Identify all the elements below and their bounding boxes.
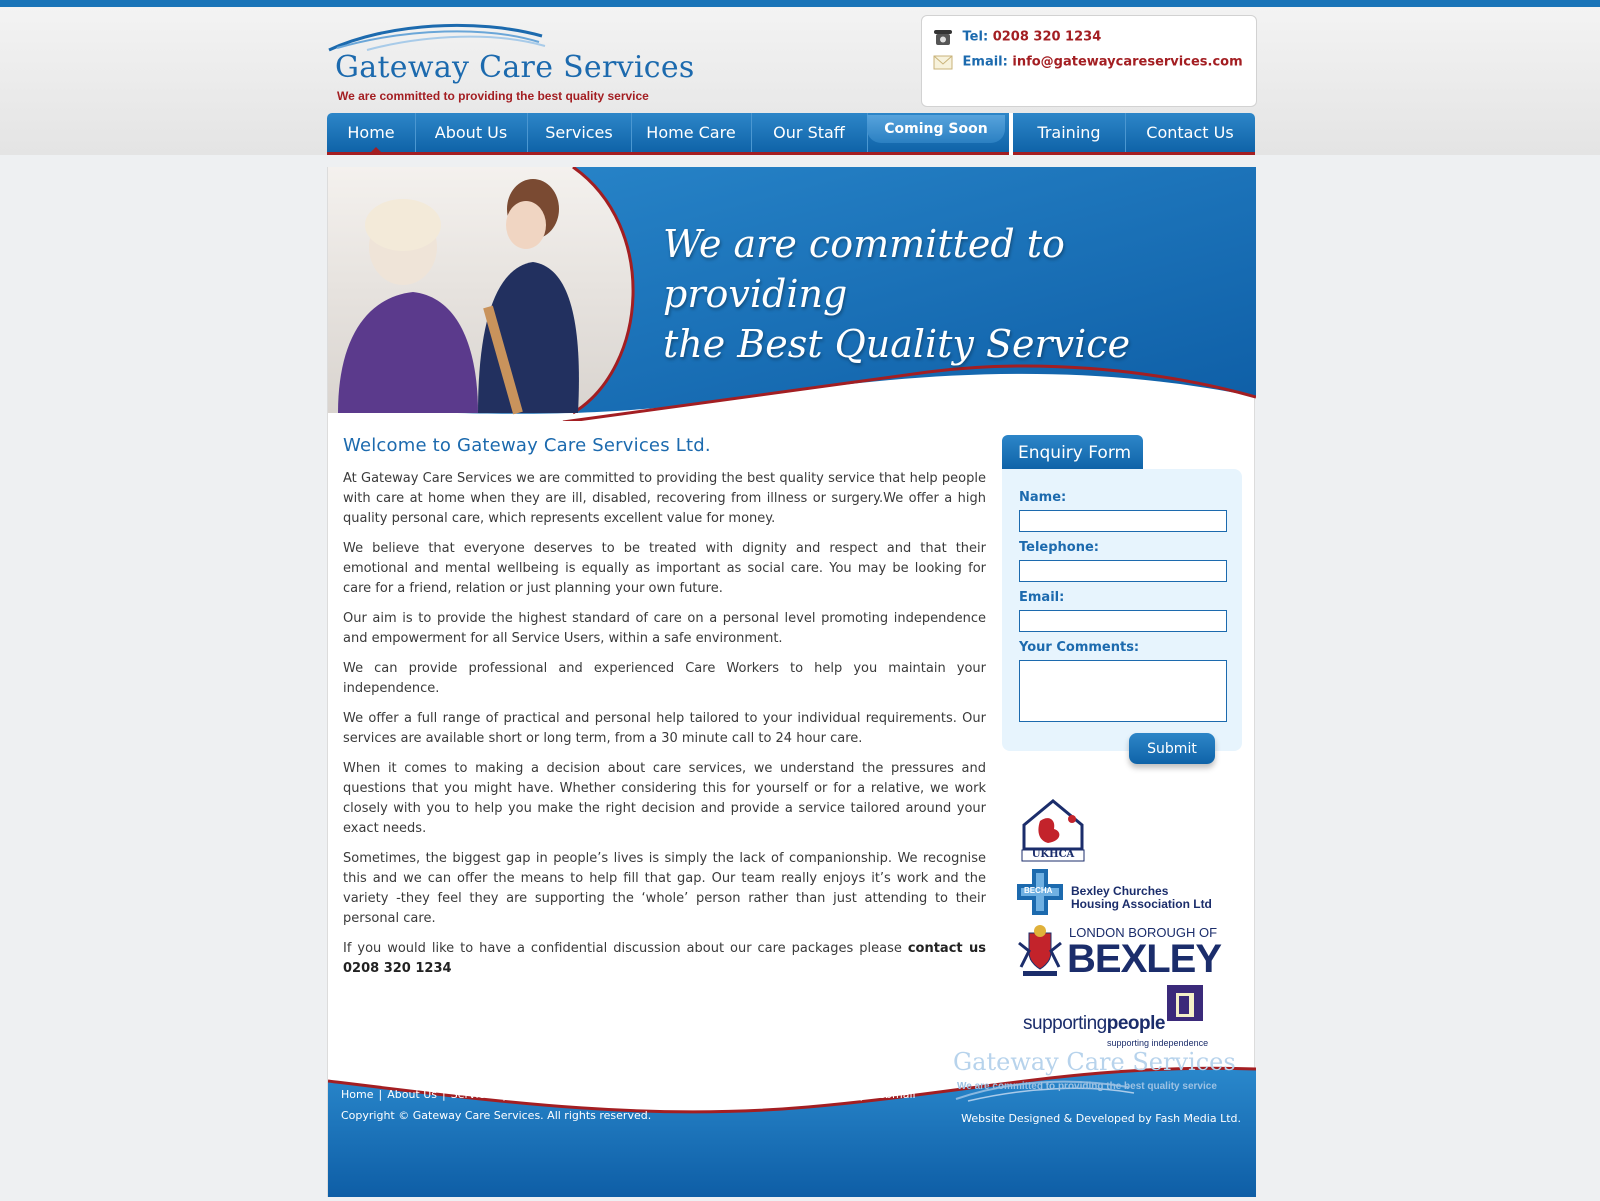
footer-logo-tagline: We are committed to providing the best quality service <box>957 1081 1217 1092</box>
footer-separator: | <box>859 1088 864 1101</box>
footer-logo-name: Gateway Care Services <box>953 1048 1236 1076</box>
footer-link-webmail[interactable]: Webmail <box>868 1088 916 1101</box>
nav-coming-soon[interactable]: Coming Soon <box>867 115 1005 143</box>
becha-badge-text: BECHA <box>1024 886 1053 895</box>
contact-email-row <box>932 53 1243 71</box>
name-label: Name: <box>1019 490 1067 505</box>
paragraph: We believe that everyone deserves to be treated with dignity and respect and that their emotional and mental wellbeing is equally as important as social care. You may be looking for care for a friend, relation or just planning your own future. <box>343 541 986 596</box>
main-content-area <box>327 167 1255 1197</box>
people-word: people <box>1106 1013 1165 1034</box>
page-title: Welcome to Gateway Care Services Ltd. <box>343 435 711 456</box>
hero-line-2: the Best Quality Service <box>663 322 1131 366</box>
main-nav <box>327 113 1255 155</box>
supporting-people-logo[interactable] <box>1015 985 1215 1051</box>
footer-separator: | <box>442 1088 446 1101</box>
email-label: Email: <box>962 54 1008 70</box>
envelope-icon <box>932 53 954 71</box>
footer-copyright: Copyright © Gateway Care Services. All rights reserved. <box>341 1109 652 1122</box>
paragraph: At Gateway Care Services we are committed to providing the best quality service that help people with care at home when they are ill, disabled, recovering from illness or surgery.We offer a high quality personal care, which represents excellent value for money. <box>343 471 986 526</box>
hero-banner <box>328 167 1256 421</box>
contact-paragraph-text: If you would like to have a confidential discussion about our care packages please <box>343 941 908 956</box>
becha-name <box>1071 885 1212 911</box>
nav-training[interactable]: Training <box>1013 113 1126 152</box>
footer-separator: | <box>378 1088 383 1101</box>
footer-nav <box>341 1088 916 1101</box>
footer-separator: | <box>785 1088 790 1101</box>
footer-link-contact-us[interactable]: Contact Us <box>794 1088 855 1101</box>
nav-our-staff[interactable]: Our Staff <box>751 113 868 152</box>
supporting-word: supporting <box>1023 1013 1107 1034</box>
email-field-label: Email: <box>1019 590 1065 605</box>
paragraph: Sometimes, the biggest gap in people’s lives is simply the lack of companionship. We recognise this and we can offer the means to help fill that gap. Our team really enjoys it’s work and the variety -they feel they are supporting the ‘whole’ person rather than just attending to their personal care. <box>343 851 986 926</box>
paragraph: We can provide professional and experienced Care Workers to help you maintain your independence. <box>343 661 986 696</box>
ukhca-text: UKHCA <box>1031 849 1075 860</box>
paragraph: When it comes to making a decision about care services, we understand the pressures and questions that you might have. Whether considering this for yourself or for a relative, we work closely with you to help you make the right decision and provide a service tailored around your exact needs. <box>343 761 986 836</box>
site-logo[interactable] <box>327 18 695 108</box>
footer-link-training[interactable]: Training <box>737 1088 781 1101</box>
nav-home[interactable]: Home <box>327 113 416 152</box>
bexley-crest-icon <box>1015 923 1065 979</box>
name-input[interactable] <box>1019 510 1227 532</box>
footer-separator: | <box>728 1088 733 1101</box>
footer-separator: | <box>640 1088 644 1101</box>
contact-paragraph <box>343 939 986 979</box>
submit-button[interactable]: Submit <box>1129 733 1215 764</box>
bexley-name-text: BEXLEY <box>1067 937 1222 981</box>
contact-us-link[interactable]: contact us 0208 320 1234 <box>343 941 986 976</box>
supporting-people-door-icon <box>1167 985 1203 1021</box>
nav-active-marker <box>371 147 381 152</box>
welcome-content <box>343 435 986 989</box>
becha-logo[interactable] <box>1015 867 1215 919</box>
paragraph: We offer a full range of practical and personal help tailored to your individual requirements. Our services are available short or long term, from a 30 minute call to 24 hour care. <box>343 711 986 746</box>
footer-link-home[interactable]: Home <box>341 1088 374 1101</box>
nav-about-us[interactable]: About Us <box>415 113 528 152</box>
telephone-label: Telephone: <box>1019 540 1099 555</box>
bexley-council-logo[interactable] <box>1015 923 1222 981</box>
contact-phone-row <box>932 28 1101 46</box>
email-value[interactable]: info@gatewaycareservices.com <box>1012 54 1243 70</box>
ukhca-logo[interactable] <box>1018 797 1088 863</box>
enquiry-form-title: Enquiry Form <box>1002 435 1143 469</box>
footer-separator: | <box>577 1088 582 1101</box>
comments-textarea[interactable] <box>1019 660 1227 722</box>
nav-contact-us[interactable]: Contact Us <box>1146 123 1234 142</box>
nav-home-care[interactable]: Home Care <box>631 113 752 152</box>
footer-separator: | <box>502 1088 506 1101</box>
comments-label: Your Comments: <box>1019 640 1140 655</box>
hero-headline <box>663 219 1243 369</box>
paragraph: Our aim is to provide the highest standard of care on a personal level promoting independence and empowerment for all Service Users, within a safe environment. <box>343 611 986 646</box>
bexley-borough-text: LONDON BOROUGH OF <box>1069 925 1218 940</box>
contact-box <box>921 15 1257 107</box>
supporting-people-wordmark <box>1023 1013 1165 1035</box>
footer-link-about-us[interactable]: About Us <box>387 1088 438 1101</box>
enquiry-form <box>1002 469 1242 751</box>
hero-line-1: We are committed to providing <box>663 222 1065 316</box>
tel-value[interactable]: 0208 320 1234 <box>992 29 1102 45</box>
email-input[interactable] <box>1019 610 1227 632</box>
logo-name: Gateway Care Services <box>335 50 695 85</box>
becha-name-line-2: Housing Association Ltd <box>1071 897 1212 911</box>
nav-services[interactable]: Services <box>527 113 632 152</box>
telephone-input[interactable] <box>1019 560 1227 582</box>
footer-link-services[interactable]: Services <box>450 1088 498 1101</box>
footer-credit[interactable]: Website Designed & Developed by Fash Media Ltd. <box>961 1112 1241 1125</box>
supporting-people-tagline: supporting independence <box>1107 1038 1209 1048</box>
phone-icon <box>932 28 954 46</box>
page-wrapper <box>327 0 1255 1197</box>
footer-link-our-staff[interactable]: Our Staff <box>586 1088 636 1101</box>
footer-link-home-care[interactable]: Home Care <box>510 1088 573 1101</box>
logo-tagline: We are committed to providing the best quality service <box>337 89 649 103</box>
tel-label: Tel: <box>962 29 989 45</box>
footer-link-live-in[interactable]: Live In 24 hrs <box>649 1088 724 1101</box>
becha-name-line-1: Bexley Churches <box>1071 884 1169 898</box>
